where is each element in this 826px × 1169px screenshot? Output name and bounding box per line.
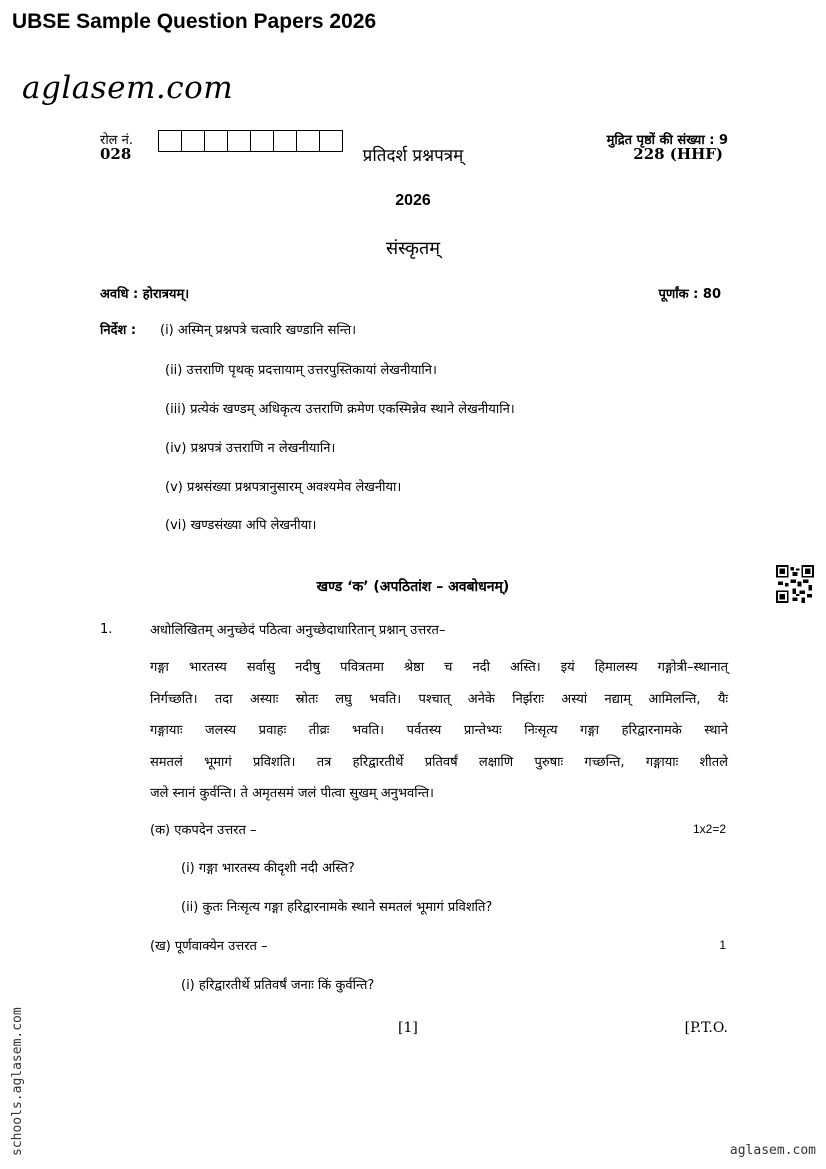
instruction-item: (ii) उत्तराणि पृथक् प्रदत्तायाम् उत्तरपुस्तिकायां लेखनीयानि। bbox=[165, 363, 437, 378]
instruction-item: (iii) प्रत्येकं खण्डम् अधिकृत्य उत्तराणि क्रमेण एकस्मिन्नेव स्थाने लेखनीयानि। bbox=[165, 402, 515, 417]
part-a-label: (क) एकपदेन उत्तरत – bbox=[150, 823, 257, 838]
passage-line: गङ्गा भारतस्य सर्वासु नदीषु पवित्रतमा श्रेष्ठा च नदी अस्ति। इयं हिमालस्य गङ्गोत्री–स्थानात् bbox=[150, 660, 728, 675]
part-b-question: (i) हरिद्वारतीर्थे प्रतिवर्षं जनाः किं कुर्वन्ति? bbox=[181, 978, 375, 993]
instruction-item: (i) अस्मिन् प्रश्नपत्रे चत्वारि खण्डानि सन्ति। bbox=[160, 323, 357, 338]
max-marks: पूर्णांक : 80 bbox=[658, 287, 721, 302]
passage-line: गङ्गायाः जलस्य प्रवाहः तीव्रः भवति। पर्वतस्य प्रान्तेभ्यः निःसृत्य गङ्गा हरिद्वारनामके स्थाने bbox=[150, 723, 728, 738]
part-a-marks: 1x2=2 bbox=[692, 822, 726, 836]
page-header-title: UBSE Sample Question Papers 2026 bbox=[12, 10, 377, 33]
passage-line: समतलं भूमागं प्रविशति। तत्र हरिद्वारतीर्थे प्रतिवर्षं लक्षाणि पुरुषाः गच्छन्ति, गङ्गायाः शीतले bbox=[150, 754, 728, 770]
printed-pages-count: मुद्रित पृष्ठों की संख्या : 9 bbox=[606, 133, 728, 148]
passage-line: निर्गच्छति। तदा अस्याः स्रोतः लघु भवति। पश्चात् अनेके निर्झराः अस्यां नद्याम् आमिलन्ति, यैः bbox=[150, 691, 728, 707]
instructions-label: निर्देश : bbox=[100, 323, 137, 338]
part-a-question: (ii) कुतः निःसृत्य गङ्गा हरिद्वारनामके स्थाने समतलं भूमागं प्रविशति? bbox=[181, 900, 493, 915]
brand-watermark: aglasem.com bbox=[729, 1143, 816, 1158]
roll-number-label: रोल नं. bbox=[100, 133, 133, 148]
question-number: 1. bbox=[100, 622, 113, 637]
part-b-marks: 1 bbox=[719, 938, 726, 952]
paper-year: 2026 bbox=[395, 192, 431, 209]
part-a-question: (i) गङ्गा भारतस्य कीदृशी नदी अस्ति? bbox=[181, 861, 355, 876]
passage-line: जले स्नानं कुर्वन्ति। ते अमृतसमं जलं पीत्वा सुखम् अनुभवन्ति। bbox=[150, 786, 434, 801]
section-title: खण्ड ‘क’ (अपठितांश – अवबोधनम्) bbox=[316, 579, 510, 595]
paper-title: प्रतिदर्श प्रश्नपत्रम् bbox=[362, 146, 464, 166]
instruction-item: (iv) प्रश्नपत्रं उत्तराणि न लेखनीयानि। bbox=[165, 441, 336, 456]
reading-passage bbox=[150, 652, 728, 810]
exam-duration: अवधि : होरात्रयम्। bbox=[100, 287, 190, 302]
aglasem-logo: aglasem.com bbox=[22, 70, 234, 106]
paper-code-left: 028 bbox=[100, 145, 132, 163]
part-b-label: (ख) पूर्णवाक्येन उत्तरत – bbox=[150, 939, 268, 954]
please-turn-over: [P.T.O. bbox=[684, 1020, 728, 1036]
page-number: [1] bbox=[398, 1020, 418, 1036]
instruction-item: (v) प्रश्नसंख्या प्रश्नपत्रानुसारम् अवश्यमेव लेखनीया। bbox=[165, 480, 402, 495]
qr-code-icon bbox=[776, 565, 814, 603]
paper-subject: संस्कृतम् bbox=[385, 238, 441, 259]
instruction-item: (vi) खण्डसंख्या अपि लेखनीया। bbox=[165, 518, 317, 533]
paper-code-right: 228 (HHF) bbox=[633, 145, 723, 163]
question-prompt: अधोलिखितम् अनुच्छेदं पठित्वा अनुच्छेदाधारितान् प्रश्नान् उत्तरत– bbox=[150, 623, 446, 638]
side-watermark: schools.aglasem.com bbox=[10, 1007, 25, 1156]
